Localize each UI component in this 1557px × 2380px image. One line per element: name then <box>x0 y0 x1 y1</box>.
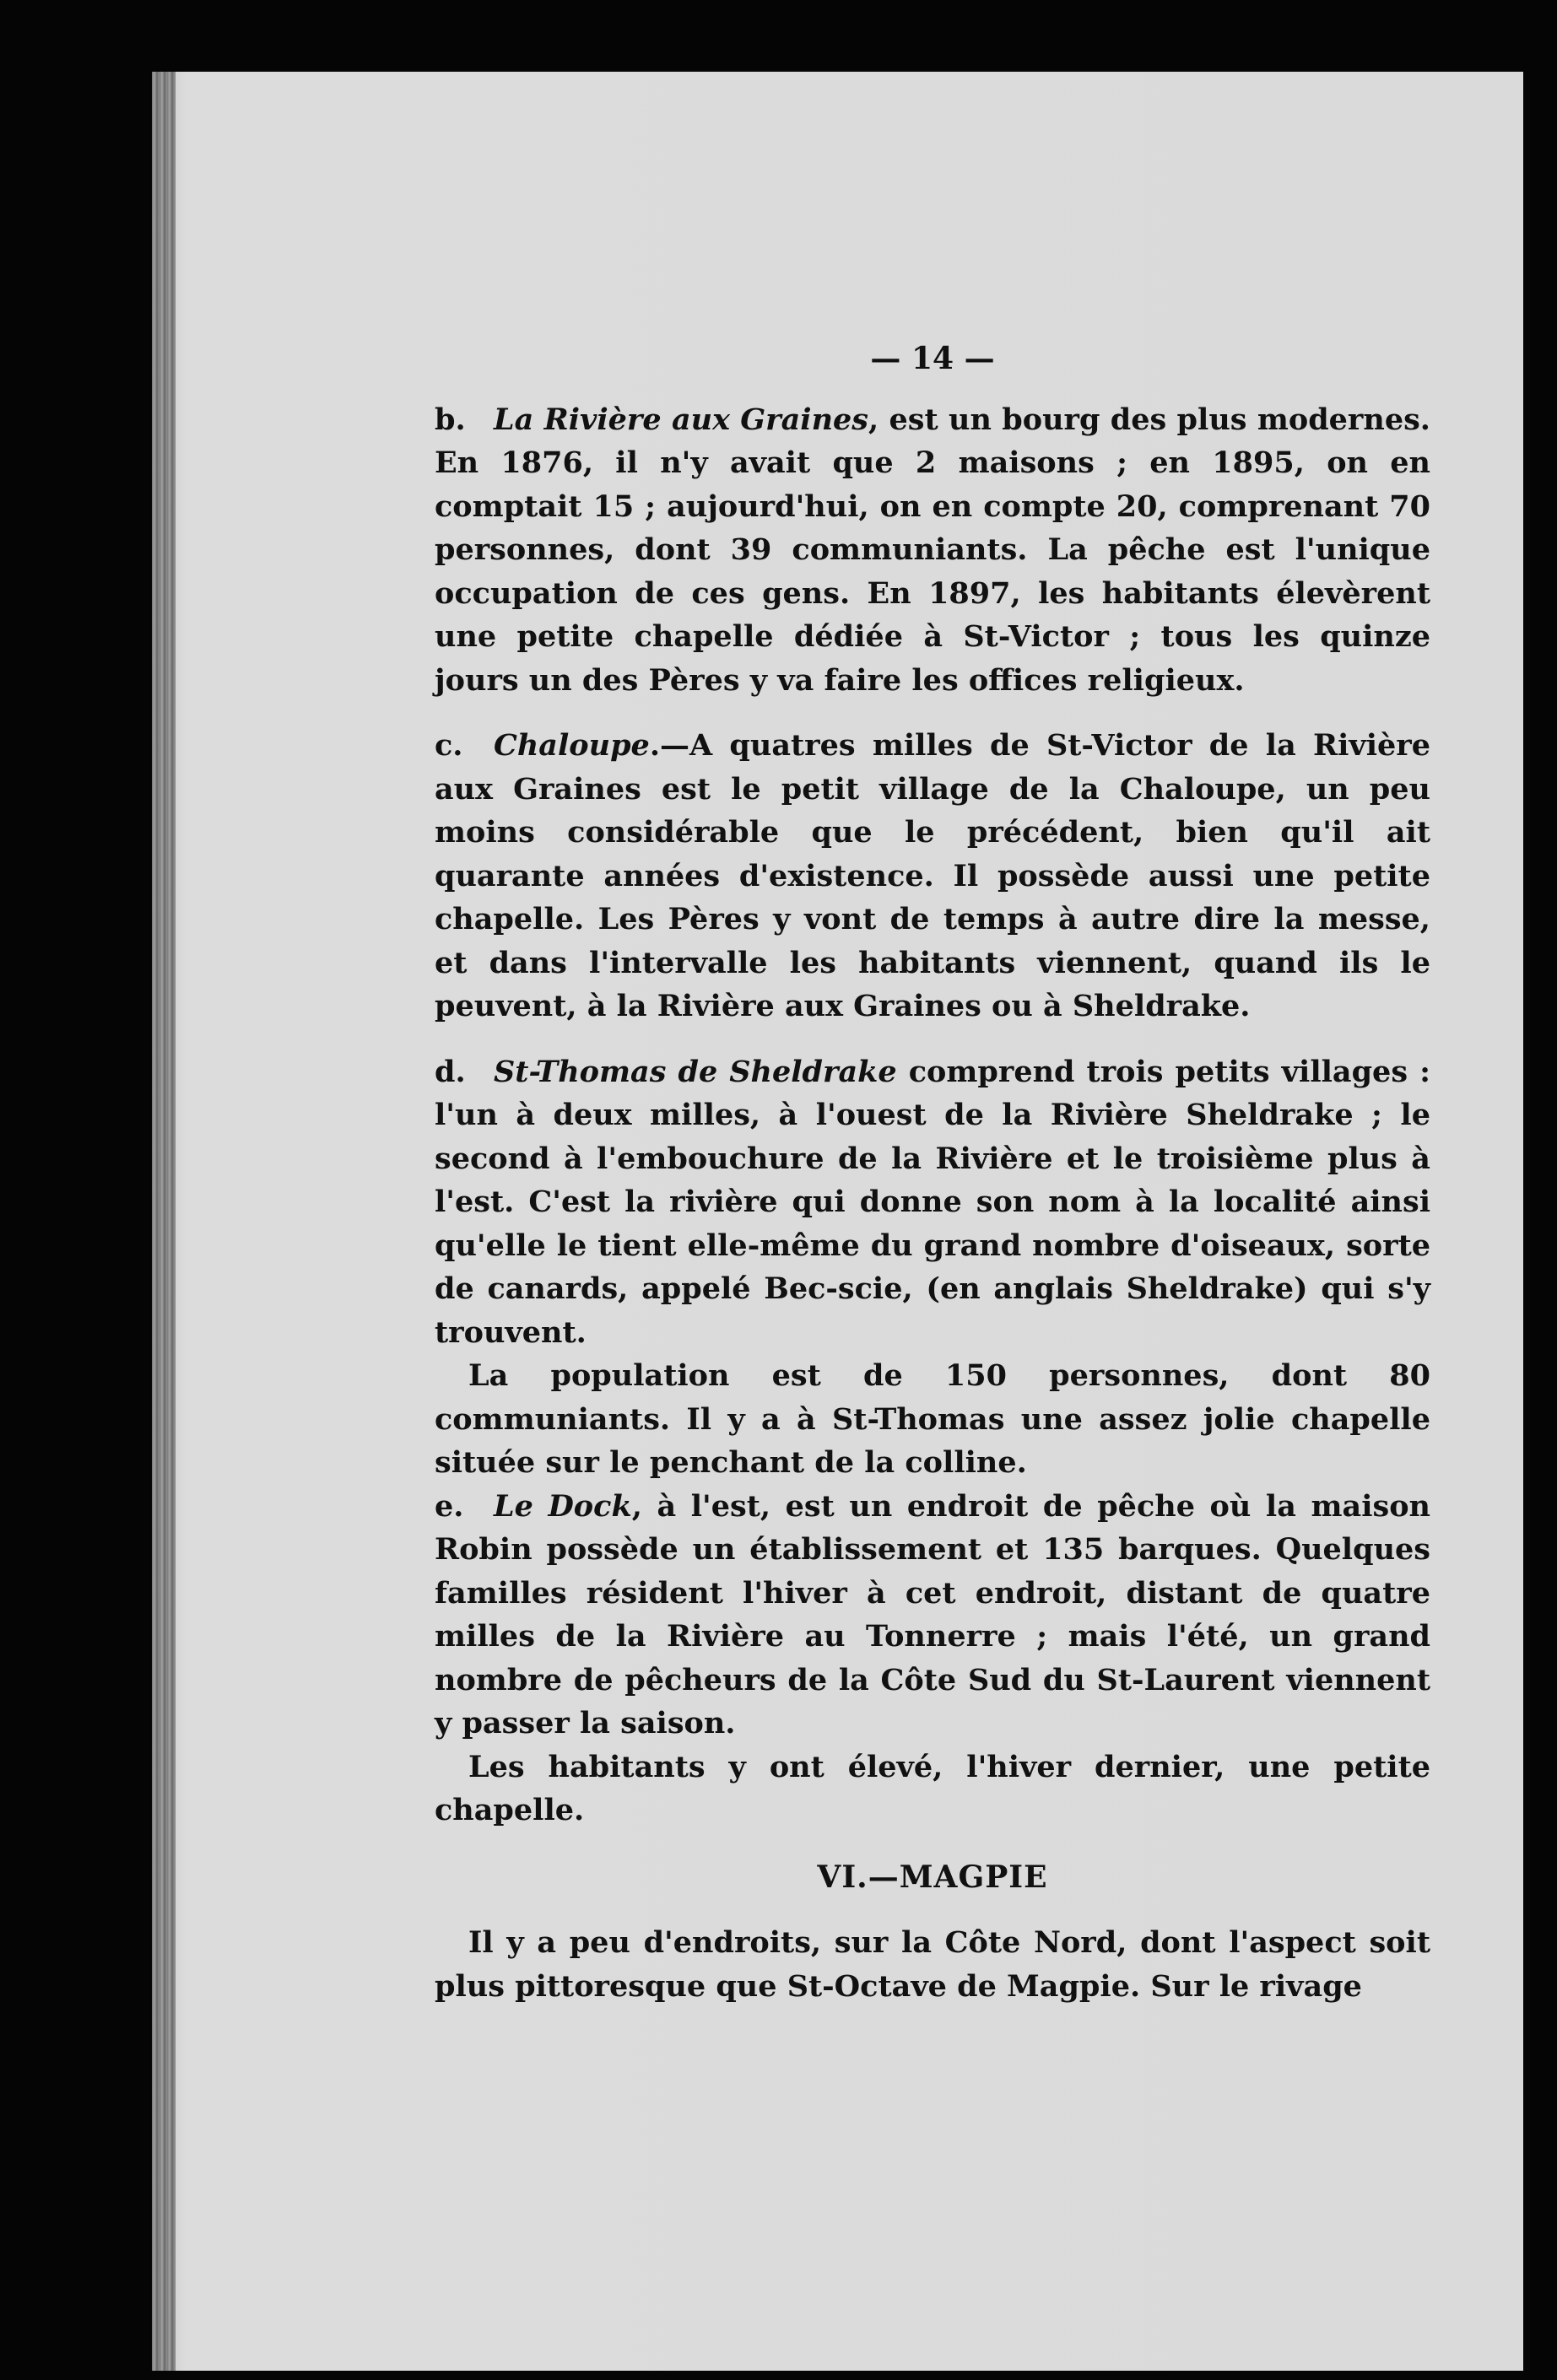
chapter-heading: VI.—MAGPIE <box>817 1859 1048 1895</box>
section-c-body: .—A quatres milles de St-Victor de la Rivière aux Graines est le petit village de la Chaloupe, un peu moins considérable que le précédent, bien qu'il ait quarante années d'existence. Il possède aussi une petite chapelle. Les Pères y vont de temps à autre dire la messe, et dans l'intervalle les habitants viennent, quand ils le peuvent, à la Rivière aux Graines ou à Sheldrake. <box>435 728 1430 1023</box>
section-b-title: La Rivière aux Graines <box>494 402 869 437</box>
page-number: — 14 — <box>870 341 995 376</box>
page-text-block <box>435 337 1430 2008</box>
section-e-label: e. <box>435 1488 464 1524</box>
section-e-title: Le Dock <box>494 1488 632 1524</box>
magpie-paragraph: Il y a peu d'endroits, sur la Côte Nord, dont l'aspect soit plus pittoresque que St-Octave de Magpie. Sur le rivage <box>435 1925 1430 2004</box>
section-c-paragraph <box>435 724 1430 1028</box>
book-binding-edge <box>152 72 176 2371</box>
section-d-paragraph <box>435 1050 1430 1355</box>
section-e-chapel-paragraph: Les habitants y ont élevé, l'hiver dernier, une petite chapelle. <box>435 1749 1430 1827</box>
section-c-title: Chaloupe <box>494 728 650 763</box>
section-c-label: c. <box>435 728 463 763</box>
section-b-paragraph <box>435 398 1430 703</box>
section-e-paragraph <box>435 1485 1430 1746</box>
section-d-body: comprend trois petits villages : l'un à deux milles, à l'ouest de la Rivière Sheldrake ; le second à l'embouchure de la Rivière et le troisième plus à l'est. C'est la rivière qui donne son nom à la localité ainsi qu'elle le tient elle-même du grand nombre d'oiseaux, sorte de canards, appelé Bec-scie, (en anglais Sheldrake) qui s'y trouvent. <box>435 1054 1431 1350</box>
section-d-title: St-Thomas de Sheldrake <box>494 1054 897 1089</box>
section-b-body: , est un bourg des plus modernes. En 1876, il n'y avait que 2 maisons ; en 1895, on en comptait 15 ; aujourd'hui, on en compte 20, comprenant 70 personnes, dont 39 communiants. La pêche est l'unique occupation de ces gens. En 1897, les habitants élevèrent une petite chapelle dédiée à St-Victor ; tous les quinze jours un des Pères y va faire les offices religieux. <box>435 402 1430 698</box>
section-b-label: b. <box>435 402 466 437</box>
section-d-population-paragraph: La population est de 150 personnes, dont 80 communiants. Il y a à St-Thomas une assez jolie chapelle située sur le penchant de la colline. <box>435 1358 1430 1480</box>
section-e-body: , à l'est, est un endroit de pêche où la maison Robin possède un établissement et 135 barques. Quelques familles résident l'hiver à cet endroit, distant de quatre milles de la Rivière au Tonnerre ; mais l'été, un grand nombre de pêcheurs de la Côte Sud du St-Laurent viennent y passer la saison. <box>435 1488 1430 1740</box>
section-d-label: d. <box>435 1054 466 1089</box>
